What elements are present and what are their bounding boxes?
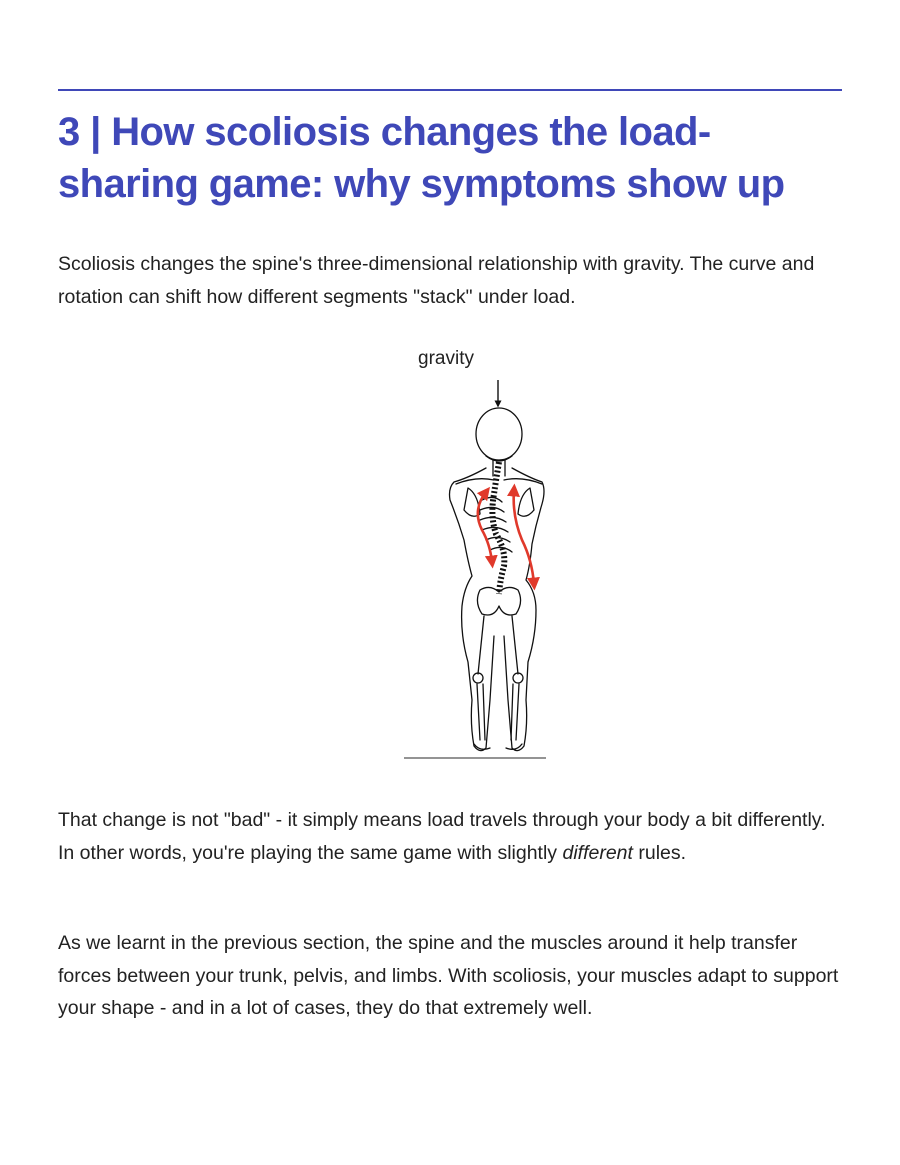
body-paragraph-3: As we learnt in the previous section, the spine and the muscles around it help transfer forces between your trunk, pelvis, and limbs. With scoliosis, your muscles adapt to support your shape - and in a lot of cases, they do that extremely well. — [58, 932, 839, 1019]
scoliosis-skeleton-figure — [346, 344, 546, 764]
skeleton-illustration — [346, 344, 546, 764]
p2-text-after: rules. — [632, 841, 687, 864]
gravity-label: gravity — [418, 348, 474, 369]
load-arrow-left-icon — [478, 492, 492, 562]
body-paragraph-2 — [58, 804, 842, 869]
section-heading: 3 | How scoliosis changes the load-sharing game: why symptoms show up — [58, 110, 785, 206]
body-outline — [450, 468, 495, 751]
p2-text-before: That change is not "bad" - it simply means load travels through your body a bit differently. In other words, you're playing the same game with slightly — [58, 809, 826, 864]
p2-emphasis: different — [562, 841, 633, 864]
skull-shape — [476, 408, 522, 460]
section-divider — [58, 89, 842, 91]
pelvis-shape — [477, 587, 520, 615]
load-arrow-right-icon — [514, 490, 534, 584]
intro-paragraph: Scoliosis changes the spine's three-dimensional relationship with gravity. The curve and rotation can shift how different segments "stack" under load. — [58, 253, 815, 308]
